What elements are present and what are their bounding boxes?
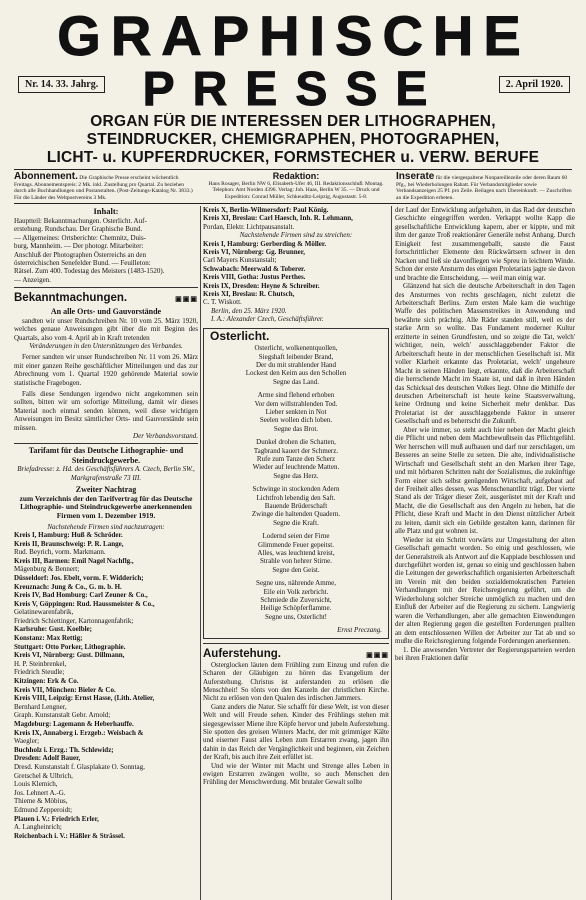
poem-stanza: [210, 438, 382, 480]
subtitle-line-2: STEINDRUCKER, CHEMIGRAPHEN, PHOTOGRAPHEN,: [86, 131, 500, 148]
firm-line: Stuttgart: Otto Porker, Lithographie.: [14, 642, 126, 651]
inserate-heading: Inserate: [396, 171, 435, 182]
firm-line: Konstanz: Max Rettig;: [14, 634, 83, 643]
redaktion-heading: Redaktion:: [272, 171, 320, 181]
inhalt-list: [14, 217, 198, 284]
poem-stanza: [210, 485, 382, 527]
info-bar: [14, 171, 572, 201]
firm-line: Kreis VIII, Leipzig: Ernst Hasse, (Lith. Atelier,: [14, 694, 155, 703]
ornament-icon: ▣▣▣: [175, 296, 198, 304]
subtitle-line-3: LICHT- u. KUPFERDRUCKER, FORMSTECHER u. VERW. BERUFE: [46, 149, 540, 166]
inhalt-title: Inhalt:: [93, 206, 119, 216]
firm-line: Kreis I, Hamburg: Gerberding & Möller.: [203, 239, 327, 248]
poem-line: Schmiede die Zuversicht,: [260, 596, 332, 605]
masthead-row: [18, 66, 570, 114]
column-2: [203, 206, 389, 900]
firm-line: Waegler;: [14, 737, 40, 746]
firm-line: Gretschel & Ulbrich,: [14, 771, 73, 780]
poem-line: Der du mit strahlender Hand: [255, 360, 337, 369]
firm-line: Kreis VIII, Gotha: Justus Perthes.: [203, 273, 306, 282]
poem-line: Alles, was leuchtend kreist,: [257, 549, 335, 558]
poem-line: Lodernd seien der Firne: [262, 532, 330, 541]
auferstehung-heading: [203, 643, 389, 661]
firm-line: Edmund Zepperoidt;: [14, 805, 73, 814]
firm-line: Kreis VI, Nürnberg: Gust. Dillmann,: [14, 651, 125, 660]
inhalt-line: — Anzeigen.: [14, 275, 51, 284]
signed: I. A.: Alexander Czech, Geschäftsführer.: [211, 315, 324, 324]
firm-line: Bernhard Lengner,: [14, 702, 67, 711]
auferstehung-para: Ganz anders die Natur. Sie schafft für diese Welt, ist von dieser Welt und will Freude sehen. Kinder des Frühlings stehen mit siegesgewisser Miene ihre Köpfe hervor und jubeln Auferstehung. Sie spotten des greisen Winters Macht, der mit grimmiger Kälte und eiserner Faust alles Leben zum Erstarren zwang, jagen ihn dahin in das Reich der Vergänglichkeit und beginnen, ein Zeichen der Kraft, bis auch ihre Zeit erfüllet ist.: [203, 702, 389, 762]
poem-line: Segne uns, nährende Amme,: [256, 579, 336, 588]
poem-stanzas: [210, 344, 382, 621]
abonnement-heading: Abonnement.: [14, 171, 78, 182]
poem-line: Strahle von hehrer Stirne.: [260, 557, 332, 566]
tarifamt-address: Briefadresse: z. Hd. des Geschäftsführers A. Czech, Berlin SW., Markgrafenstraße 73 III.: [17, 465, 195, 482]
masthead-title-graphische: GRAPHISCHE: [57, 8, 531, 64]
poem-line: Lockest den Keim aus den Schollen: [245, 369, 347, 378]
firm-line: Kreis I, Hamburg: Huß & Schröder.: [14, 530, 123, 539]
firm-line: Kitzingen: Erk & Co.: [14, 677, 79, 686]
firm-line: Friedrich Steudle;: [14, 668, 65, 677]
article-para: Aber wie immer, so steht auch hier neben der Macht gleich die Pflicht und neben dem Machtbewußtsein das Pflichtgefühl. Wer herrschen will muß aufbauen und darf nur zerschlagen, um Besseres an seine Stelle zu setzen. Die alte, individualistische Wirtschaft und Gesellschaft steht an den Marken ihrer Tage, und mit hörbaren Schritten naht der Sozialismus, die zukünftige Form einer sich selbst genügenden Wirtschaft, aufgebaut auf der Freiheit alles dessen, was Menschenantlitz trägt. Der vierte Stand als der Träger dieser Zeit, ausgerüstet mit der Kraft und Macht, die die Gesellschaft aus den Angeln zu heben, hat die Pflicht, diese Kraft und Macht in den Dienst nützlicher Arbeit zu leiten, damit sich ein Gebilde gestalten kann, darinnen für alle Platz und gut wohnen ist.: [395, 425, 575, 536]
firm-line: Kreis VII, München: Bieler & Co.: [14, 685, 116, 694]
firm-list: [14, 531, 198, 840]
bekanntmachungen-title: Bekanntmachungen.: [14, 292, 128, 305]
poem-line: Segne das Brot.: [273, 424, 319, 433]
issue-number: Nr. 14. 33. Jahrg.: [18, 76, 105, 93]
firm-line: Kreis III, Barmen: Emil Nagel Nachflg.,: [14, 556, 134, 565]
column-3: [395, 206, 575, 900]
masthead-title-presse: PRESSE: [142, 66, 446, 114]
poem-line: Segne die Kraft.: [273, 518, 319, 527]
falls-text: Falls diese Sendungen irgendwo nicht angekommen sein sollten, bitten wir um sofortige Mitteilung, damit wir dieses Material noch einmal senden können, weil diese wichtigen Anweisungen im Besitz sämtlicher Orts- und Gauvorstände sein müssen.: [14, 390, 198, 432]
firm-line: Graph. Kunstanstalt Gebr. Arnold;: [14, 711, 111, 720]
rule-under-info: [14, 203, 572, 204]
firm-line: Pordan, Elektr. Lichtpausanstalt.: [203, 222, 295, 231]
inhalt-line: Rätsel. Zum 400. Todestag des Meisters (1483-1520).: [14, 267, 165, 276]
poem-stanza: [210, 344, 382, 386]
column-1: [14, 206, 198, 900]
auferstehung-para: Osterglocken läuten dem Frühling zum Einzug und rufen die Scharen der Gläubigen zu hören das Evangelium der Auferstehung. Christus ist auferstanden zu erlösen die Menschheit! So tönts von den Kanzeln der christlichen Kirche. Nicht zu erlösen von den Qualen des irdischen Jammers.: [203, 660, 389, 703]
masthead: [18, 8, 570, 114]
poem-stanza: [210, 579, 382, 621]
nachtrag-sub: Nachstehende Firmen sind nachzutragen:: [47, 522, 165, 531]
firm-line: Dresd. Kunstanstalt f. Glasplakate O. Sonntag,: [14, 762, 145, 771]
redaktion-box: [202, 171, 390, 201]
firm-line: Kreuznach: Jung & Co., G. m. b. H.: [14, 582, 122, 591]
nachtrag-title: Zweiter Nachtrag: [75, 485, 137, 495]
firm-line: Kreis II, Braunschweig: P. R. Lange,: [14, 539, 124, 548]
firm-line: Kreis VI, Nürnberg: Gg. Brunner,: [203, 248, 305, 257]
firm-line: Buchholz i. Erzg.: Th. Schlewidz;: [14, 745, 114, 754]
column-rule-1: [200, 206, 201, 900]
tarifamt-section: [14, 443, 198, 531]
streichen-title: Nachstehende Firmen sind zu streichen:: [239, 231, 353, 240]
firm-line: Kreis IX, Dresden: Heyne & Schreiber.: [203, 281, 320, 290]
poem-line: Osterlicht, wolkenentquollen,: [254, 344, 338, 353]
firm-line: Schwabach: Meerwald & Toberer.: [203, 264, 306, 273]
firm-line: Plauen i. V.: Friedrich Erler,: [14, 814, 99, 823]
firm-line: Rud. Beyrich, vorm. Markmann.: [14, 548, 106, 557]
firm-line: Reichenbach i. V.: Häßler & Strässel.: [14, 831, 125, 840]
poem-box: [203, 328, 389, 639]
firm-line: Kreis X, Berlin-Wilmersdorf: Paul König.: [203, 206, 329, 214]
firm-line: Gelatinewarenfabrik,: [14, 608, 74, 617]
inhalt-line: österreichischen Senefelder Bund. — Feuilleton:: [14, 259, 151, 268]
orte-text: sandten wir unser Rundschreiben Nr. 10 vom 25. März 1920, welches genaue Anweisungen gibt über die mit Beginn des Quartals, also vom 4. April ab in Kraft tretenden: [14, 316, 198, 342]
poem-line: Segne das Land.: [272, 377, 320, 386]
firm-line: Jos. Lehnert A.-G.: [14, 788, 66, 797]
strike-firm-list: [203, 240, 389, 307]
firm-line: Karlsruhe: Gust. Koelble;: [14, 625, 92, 634]
tarifamt-title: Tarifamt für das Deutsche Lithographie- und Steindruckgewerbe.: [28, 446, 184, 465]
poem-line: Schwinge in stockenden Adern: [252, 485, 340, 494]
inhalt-line: erstehung. Rundschau. Der Graphische Bund.: [14, 225, 143, 234]
poem-line: Siegshaft leibender Brand,: [258, 352, 334, 361]
rule-top: [14, 169, 572, 170]
firm-line: Dresden: Adolf Bauer,: [14, 754, 81, 763]
firm-line: H. P. Steinbrenkel,: [14, 659, 67, 668]
firm-line: Louis Klemich,: [14, 780, 58, 789]
poem-line: Segne den Geist.: [272, 565, 320, 574]
poem-line: Lichtfroh lebendig den Saft.: [256, 493, 336, 502]
firm-line: Kreis IX, Annaberg i. Erzgeb.: Weisbach &: [14, 728, 144, 737]
firm-line: Kreis IV, Bad Homburg: Carl Zeuner & Co.,: [14, 591, 148, 600]
poem-author: Ernst Preczang.: [337, 626, 382, 635]
firm-line: Magdeburg: Lagemann & Heberhauffe.: [14, 720, 134, 728]
poem-line: Seelen wollen dich loben.: [259, 416, 333, 425]
poem-line: Lieber senkten in Not: [265, 407, 327, 416]
firm-line: Carl Mayers Kunstanstalt;: [203, 256, 277, 265]
poem-line: Rufe zum Tanze den Scherz: [256, 454, 336, 463]
poem-line: Eile ein Volk zerbricht.: [263, 587, 329, 596]
inserate-text: für die viergespaltene Nonpareillezeile oder deren Raum 60 Pfg., bei Wiederholungen Rabatt. Für Verbandsmitglieder sowie Verbandsanzeigen 25 Pf. pro Zeile. Beilagen nach Übereinkunft. — Zuschriften an die Expedition erbeten.: [396, 175, 572, 201]
firm-line: Kreis XI, Breslau: Carl Haesch, Inh. R. Lehmann,: [203, 214, 353, 223]
inhalt-line: — Allgemeines: Ortsberichte: Chemnitz, Duis-: [14, 233, 147, 242]
inhalt-line: burg, Mannheim. — Der photogr. Mitarbeiter:: [14, 242, 144, 251]
poem-line: Dunkel drohen die Schatten,: [256, 438, 336, 447]
auferstehung-title: Auferstehung.: [203, 647, 281, 660]
ferner-text: Ferner sandten wir unser Rundschreiben Nr. 11 vom 26. März mit einer ganzen Reihe geschäftlicher Mitteilungen und das zur Abrechnung vom 1. Quartal 1920 gehörende Material sowie statistische Fragebogen.: [14, 353, 198, 387]
abonnement-text: Die Graphische Presse erscheint wöchentlich Freitags. Abonnementspreis: 2 Mk. inkl. Zustellung pro Quartal. Zu beziehen durch alle Buchhandlungen und Postanstalten. (Post-Zeitungs-Katalog Nr. 3833.) Für die Länder des Weltpostvereins 3 Mk.: [14, 175, 193, 201]
poem-line: Zwinge die haltenden Quadern.: [251, 510, 341, 519]
issue-date: 2. April 1920.: [499, 76, 570, 93]
abonnement-box: [14, 171, 194, 201]
poem-title: Osterlicht.: [210, 328, 270, 343]
inhalt-line: Hauptteil: Bekanntmachungen. Osterlicht. Auf-: [14, 217, 147, 225]
subtitle-line-1: ORGAN FÜR DIE INTERESSEN DER LITHOGRAPHEN,: [90, 113, 496, 130]
inserate-box: [396, 171, 572, 201]
column-rule-2: [391, 206, 392, 900]
poem-line: Vor dem willstrahlenden Tod.: [254, 399, 338, 408]
poem-stanza: [210, 391, 382, 433]
verbandsvorstand: Der Verbandsvorstand.: [133, 432, 198, 441]
firm-line: A. Langheinrich;: [14, 823, 62, 832]
inhalt-line: Anschluß der Photographen Österreichs an den: [14, 250, 146, 259]
article-para: Wieder ist ein Schritt vorwärts zur Umgestaltung der alten Gesellschaft gemacht worden. So einig und geschlossen, wie der Generalstreik als Antwort auf die Kappiade beschlossen und durchgeführt worden ist, genau so einig und geschlossen haben die Leitungen der gewerkschaftlich organisierten Arbeiterschaft im Verein mit den beiden sozialdemokratischen Parteien Verhandlungen mit der Reichsregierung geführt, um die Wiederholung solcher Streiche unmöglich zu machen und den Einfluß der Arbeiter auf die Regierung zu sichern. Langwierig waren die Verhandlungen, aber alle gemachten Einwendungen der alten Regierung gegen die gestellten Forderungen prallten an dem entschlossenen Willen der Arbeiter zur Tat ab und so mußte die Reichsregierung folgende Forderungen anerkennen.: [395, 535, 575, 646]
poem-line: Heilige Schöpferflamme.: [260, 604, 332, 613]
article-para: der Lauf der Entwicklung aufgehalten, in das Rad der deutschen Geschichte eingegriffen werden. Verkappt wollte Kapp die gesellschaftliche Entwicklung kapern, aber er kippte, und mit ihm der ganze Troß reaktionärer Generäle nebst Anhang. Durch Einigkeit fest zusammengeballt, sauste die Faust fortschrittlicher Elemente den Rückwärtsern schwer in den Nacken und ließ sie davonfliegen wie Spreu in leichtem Winde. Schon der erste Ansturm des einigen Proletariats jagte sie davon und brachte die Entscheidung, — weil man einig war.: [395, 206, 575, 282]
orte-italic: Veränderungen in den Unterstützungen des Verbandes.: [29, 341, 183, 350]
dated: Berlin, den 25. März 1920.: [211, 306, 287, 315]
poem-line: Glimmende Feuer gepeitst.: [257, 540, 334, 549]
auferstehung-para: Und wie der Winter mit Macht und Strenge alles Leben in ewigen Erstarren zwängen wollte, so auch Menschen den Frühling der Menschwerdung. Mit brutaler Gewalt sollte: [203, 761, 389, 787]
firm-line: C. T. Wiskott.: [203, 298, 242, 307]
orte-title: An alle Orts- und Gauvorstände: [50, 307, 162, 317]
firm-line: Kreis XI, Breslau: R. Chutsch,: [203, 290, 295, 299]
firm-line: Friedrich Schiettinger, Kartonnagenfabrik;: [14, 616, 134, 625]
poem-line: Arme sind flehend erhoben: [257, 391, 335, 400]
bekanntmachungen-heading: [14, 287, 198, 305]
article-para: 1. Die anwesenden Vertreter der Regierungsparteien werden bei ihren Fraktionen dafür: [395, 645, 575, 663]
article-para: Glänzend hat sich die deutsche Arbeiterschaft in den Tagen des Ansturmes von rechts geschlagen, nicht zuletzt die Arbeiterschaft Berlins. Zum ersten Male kam die wuchtige Waffe des politischen Massenstreikes in Anwendung und bewährte sich prächtig. Alle Räder standen still, weil es der starke Arm so wollte. Das Fundament moderner Kultur erzitterte in seinen Grundfesten, und so zeigte die Tat, welch' wichtiger, nein, welch' ausschlaggebender Faktor die Arbeiterschaft heute in der menschlichen Gesellschaft ist. Mit voller Klarheit erkannte das Proletariat, welch' ungeheure Macht in seinen Händen liegt, erkannte, daß die Arbeiterschaft die herrschende Macht im Staate ist, und daß in ihren Händen das Schicksal des deutschen Volkes liegt. Ohne die Mithilfe der deutschen Arbeiterschaft ist heute keine Staatsverwaltung, keine Ordnung und keine Sicherheit mehr denkbar. Das Proletariat ist der ausschlaggebende Faktor in unserer Gesellschaft und es beherrscht die Zukunft.: [395, 282, 575, 426]
poem-line: Wieder auf leuchtende Matten.: [252, 463, 340, 472]
poem-line: Segne uns, Osterlicht!: [264, 612, 327, 621]
redaktion-text: Hans Rosager, Berlin NW 6, Elisabeth-Ufer 46, III. Redaktionsschluß: Montag. Telephon: Amt Norden 4396. Verlag: Joh. Haas, Berlin W 35. — Druck und Expedition: Conrad Müller, Schkeuditz-Leipzig, Augustastr. 5-8.: [208, 181, 384, 200]
firm-line: Thieme & Möbius,: [14, 797, 68, 806]
poem-stanza: [210, 532, 382, 574]
firm-line: Mägenburg & Bennert;: [14, 565, 80, 574]
nachtrag-text: zum Verzeichnis der den Tarifvertrag für das Deutsche Lithographie- und Steindruckgewerbe anerkennenden Firmen vom 1. Dezember 1919.: [19, 493, 193, 520]
poem-line: Segne das Herz.: [273, 471, 319, 480]
poem-line: Tagbrand kauert der Schmerz.: [253, 446, 339, 455]
poem-line: Bauende Brüderschaft: [264, 502, 328, 510]
ornament-icon: ▣▣▣: [366, 651, 389, 659]
firm-line: Kreis V, Göppingen: Rud. Haussmeister & Co.,: [14, 599, 155, 608]
firm-line: Düsseldorf: Jos. Ebelt, vorm. F. Widderich;: [14, 573, 144, 582]
